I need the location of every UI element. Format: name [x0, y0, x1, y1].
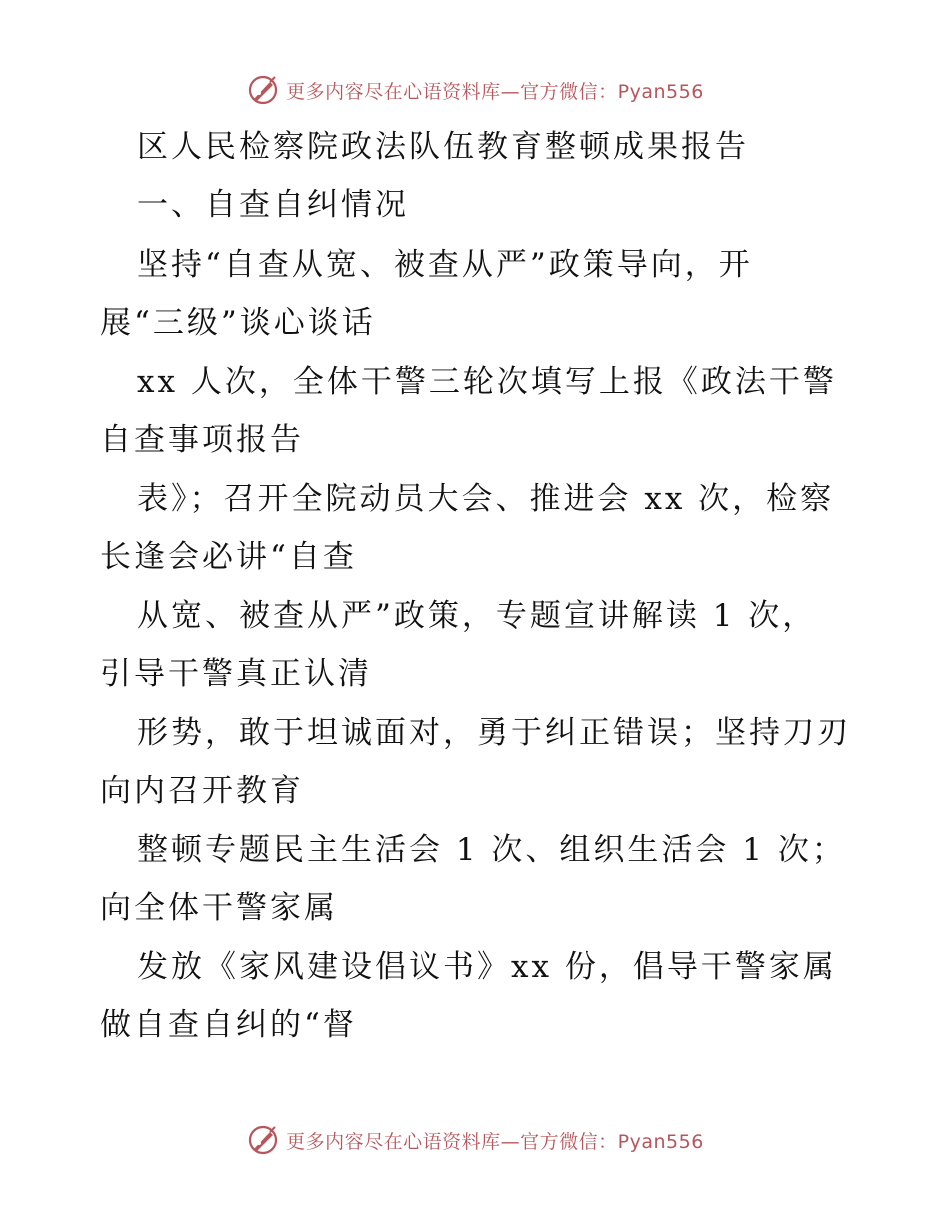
paragraph-line: 引导干警真正认清 — [100, 656, 372, 692]
paragraph-line: 形势，敢于坦诚面对，勇于纠正错误；坚持刀刃 — [137, 715, 851, 751]
paragraph-line: 表》；召开全院动员大会、推进会 xx 次，检察 — [137, 481, 835, 517]
paragraph-line: 向内召开教育 — [100, 773, 304, 809]
watermark-text: 更多内容尽在心语资料库—官方微信：Pyan556 — [286, 80, 704, 103]
paragraph-line: 从宽、被查从严”政策，专题宣讲解读 1 次， — [137, 598, 817, 634]
document-title: 区人民检察院政法队伍教育整顿成果报告 — [137, 129, 749, 165]
paragraph-line: 自查事项报告 — [100, 422, 304, 458]
paragraph-line: 整顿专题民主生活会 1 次、组织生活会 1 次； — [137, 832, 846, 868]
paragraph-line: 坚持“自查从宽、被查从严”政策导向，开 — [137, 247, 753, 283]
watermark-text: 更多内容尽在心语资料库—官方微信：Pyan556 — [286, 1130, 704, 1153]
paragraph-line: 向全体干警家属 — [100, 890, 338, 926]
paragraph-line: 长逢会必讲“自查 — [100, 539, 357, 575]
quill-pen-icon — [246, 1123, 280, 1157]
footer-watermark — [0, 1120, 950, 1160]
paragraph-line: 发放《家风建设倡议书》xx 份，倡导干警家属 — [137, 949, 837, 985]
paragraph-line: 展“三级”谈心谈话 — [100, 305, 376, 341]
section-heading: 一、自查自纠情况 — [137, 187, 409, 223]
paragraph-line: 做自查自纠的“督 — [100, 1007, 357, 1043]
paragraph-line: xx 人次，全体干警三轮次填写上报《政法干警 — [137, 364, 837, 400]
